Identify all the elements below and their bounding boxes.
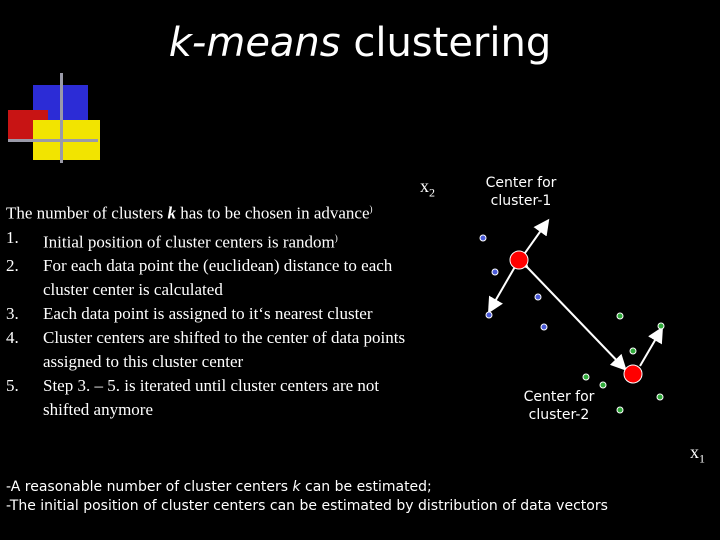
center2-annotation	[509, 388, 609, 424]
x1-base: x	[690, 442, 699, 462]
step-text: Step 3. – 5. is iterated until cluster centers are not shifted anymore	[43, 376, 380, 420]
arrow-center1-to-center2	[526, 266, 624, 368]
x1-sub: 1	[699, 451, 705, 466]
note-line-2: -The initial position of cluster centers can be estimated by distribution of data vectors	[6, 498, 608, 514]
data-point	[617, 313, 623, 319]
center2-line1: Center for	[523, 389, 595, 405]
arrow-center2-to-point	[640, 330, 661, 366]
data-point	[583, 374, 589, 380]
step-text: For each data point the (euclidean) distance to each cluster center is calculated	[43, 256, 393, 300]
data-point	[658, 323, 664, 329]
center-cluster2	[624, 365, 642, 383]
center-cluster1	[510, 251, 528, 269]
step-text: Cluster centers are shifted to the center of data points assigned to this cluster center	[43, 328, 406, 372]
data-point	[657, 394, 663, 400]
x2-base: x	[420, 176, 429, 196]
step-number: 3.	[6, 304, 19, 324]
intro-k: k	[167, 203, 176, 223]
step-text: Initial position of cluster centers is random	[43, 232, 335, 252]
note1-k: k	[292, 479, 301, 495]
x1-axis-label	[690, 442, 705, 467]
step-mark: )	[334, 232, 338, 243]
center2-line2: cluster-2	[528, 407, 590, 423]
note1-before: -A reasonable number of cluster centers	[6, 479, 293, 495]
intro-before: The number of clusters	[6, 203, 168, 223]
data-point	[541, 324, 547, 330]
x2-axis-label	[420, 176, 435, 201]
note1-after: can be estimated;	[300, 479, 432, 495]
intro-mark: )	[369, 204, 373, 214]
cluster1-points	[480, 235, 547, 330]
data-point	[480, 235, 486, 241]
bottom-notes	[6, 478, 706, 516]
title-emphasis: k-means	[168, 20, 341, 66]
step-text: Each data point is assigned to it‘s nearest cluster	[43, 304, 373, 324]
step-number: 5.	[6, 376, 19, 396]
intro-after: has to be chosen in advance	[175, 203, 370, 223]
x2-sub: 2	[429, 185, 435, 200]
title-rest: clustering	[340, 20, 552, 66]
note-line-1	[6, 478, 706, 497]
data-point	[630, 348, 636, 354]
step-number: 1.	[6, 227, 19, 247]
data-point	[492, 269, 498, 275]
step-number: 4.	[6, 328, 19, 348]
data-point	[535, 294, 541, 300]
data-point	[486, 312, 492, 318]
center1-annotation	[473, 174, 569, 210]
step-number: 2.	[6, 256, 19, 276]
center1-line2: cluster-1	[490, 193, 552, 209]
center1-line1: Center for	[485, 175, 557, 191]
data-point	[617, 407, 623, 413]
